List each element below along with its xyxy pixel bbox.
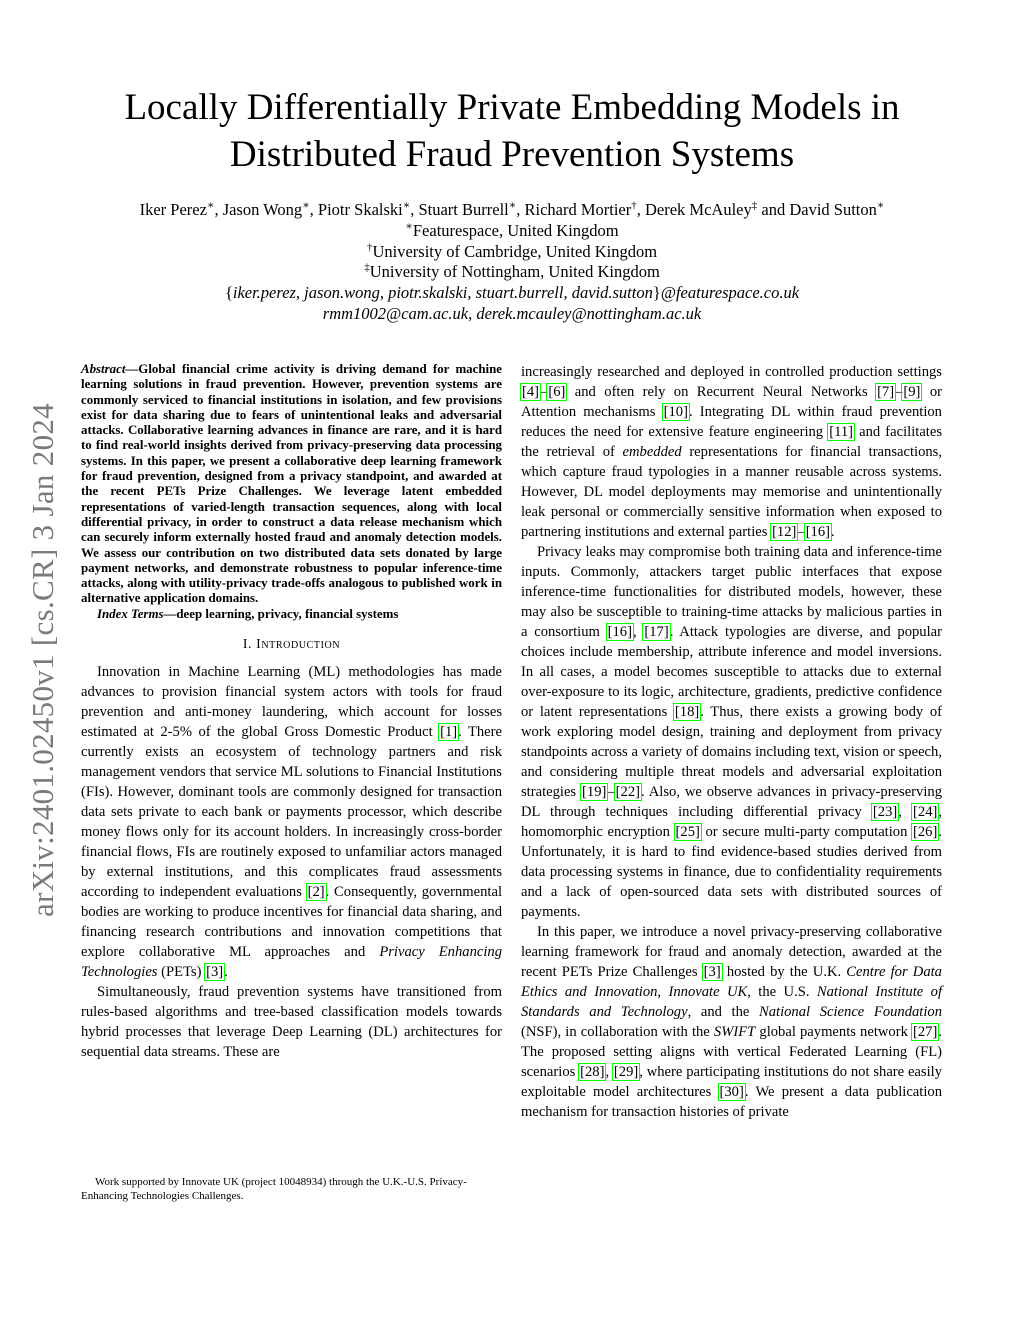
citation-link[interactable]: [6] (548, 384, 566, 400)
citation-link[interactable]: [26] (913, 824, 938, 840)
footnote: Work supported by Innovate UK (project 10048934) through the U.K.-U.S. Privacy-Enhancing Technologies Challenges. (81, 1176, 467, 1202)
citation-link[interactable]: [27] (913, 1024, 938, 1040)
citation-link[interactable]: [16] (805, 524, 831, 540)
author-emails: rmm1002@cam.ac.uk, derek.mcauley@nottingham.ac.uk (322, 303, 702, 323)
citation-link[interactable]: [25] (675, 824, 700, 840)
author-block (60, 200, 964, 325)
intro-paragraph-2: Simultaneously, fraud prevention systems have transitioned from rules-based algorithms and tree-based classification models towards hybrid processes that leverage Deep Learning (DL) architectures for sequential data streams. These are (81, 984, 502, 1061)
intro-paragraph-1: Innovation in Machine Learning (ML) methodologies has made advances to provision financial system actors with tools for fraud prevention and anti-money laundering, which account for losses estimated at 2-5% of the global Gross Domestic Product [1]. There currently exists an ecosystem of technology partners and risk management vendors that service ML solutions to Financial Institutions (FIs). However, dominant tools are commonly designed for transaction data sets private to each bank or payments processor, which describe money flows only for its account holders. In increasingly cross-border financial flows, FIs are routinely exposed to unfamiliar actors managed by external institutions, and this complicates fraud assessments according to independent evaluations [2]. Consequently, governmental bodies are working to produce incentives for financial data sharing, and financing research contributions and innovation competitions that explore collaborative ML approaches and Privacy Enhancing Technologies (PETs) [3]. (81, 664, 502, 981)
affiliation: ∗Featurespace, United Kingdom (405, 220, 619, 240)
author-emails: {iker.perez, jason.wong, piotr.skalski, stuart.burrell, david.sutton}@featurespace.co.uk (224, 283, 800, 303)
section-heading: I. Introduction (242, 636, 341, 652)
citation-link[interactable]: [16] (607, 624, 632, 640)
author-name: Richard Mortier (524, 200, 632, 219)
citation-link[interactable]: [2] (307, 884, 325, 901)
citation-link[interactable]: [1] (440, 724, 458, 741)
author-names: Iker Perez∗, Jason Wong∗, Piotr Skalski∗, Stuart Burrell∗, Richard Mortier†, Derek McAuley‡ and David Sutton∗ (139, 199, 885, 219)
intro-paragraph-4: In this paper, we introduce a novel privacy-preserving collaborative learning framework for fraud and anomaly detection, awarded at the recent PETs Prize Challenges [3] hosted by the U.K. Centre for Data Ethics and Innovation, Innovate UK, the U.S. National Institute of Standards and Technology, and the National Science Foundation (NSF), in collaboration with the SWIFT global payments network [27]. The proposed setting aligns with vertical Federated Learning (FL) scenarios [28], [29], where participating institutions do not share easily exploitable model architectures [30]. We present a data publication mechanism for transaction histories of private (521, 924, 943, 1120)
abstract: Abstract—Global financial crime activity is driving demand for machine learning solutions in fraud prevention. However, prevention systems are commonly serviced to financial institutions in isolation, and few provisions exist for data sharing due to fears of unintentional leaks and adversarial attacks. Collaborative learning advances in finance are rare, and it is hard to find real-world insights derived from privacy-preserving data processing systems. In this paper, we present a collaborative deep learning framework for fraud prevention, designed from a privacy standpoint, and awarded at the recent PETs Prize Challenges. We leverage latent embedded representations of varied-length transaction sequences, along with local differential privacy, in order to construct a data release mechanism which can securely inform externally hosted fraud and anomaly detection models. We assess our contribution on two distributed data sets donated by large payment networks, and demonstrate robustness to popular inference-time attacks, along with utility-privacy trade-offs analogous to published work in alternative application domains. (81, 362, 502, 606)
citation-link[interactable]: [12] (772, 524, 797, 540)
citation-link[interactable]: [23] (872, 804, 898, 820)
author-name: Piotr Skalski (317, 200, 403, 219)
right-column (521, 362, 942, 1122)
title-line-2: Distributed Fraud Prevention Systems (229, 134, 795, 175)
arxiv-stamp (18, 365, 68, 955)
left-column (81, 362, 502, 1062)
author-name: Stuart Burrell (418, 200, 509, 219)
citation-link[interactable]: [28] (580, 1064, 605, 1080)
title-line-1: Locally Differentially Private Embedding Models in (124, 87, 900, 128)
citation-link[interactable]: [29] (613, 1064, 639, 1080)
citation-link[interactable]: [19] (582, 784, 607, 800)
intro-paragraph-3: Privacy leaks may compromise both training data and inference-time inputs. Commonly, attackers target public interfaces that expose inference-time functionalities for distributed models, however, these may also be susceptible to training-time attacks by malicious parties in a consortium [16], [17]. Attack typologies are diverse, and popular choices include membership, attribute inference and model inversions. In all cases, a model becomes susceptible to attacks due to external over-exposure to its logic, architecture, gradients, predictive confidence or latent representations [18]. Thus, there exists a growing body of work exploring model design, training and deployment from privacy standpoints across a variety of domains including text, vision or speech, and considering multiple threat models and adversarial exploitation strategies [19]–[22]. Also, we observe advances in privacy-preserving DL through techniques including differential privacy [23], [24], homomorphic encryption [25] or secure multi-party computation [26]. Unfortunately, it is hard to find evidence-based studies derived from data processing systems in finance, due to confidentiality requirements and a lack of open-sourced data sets with distributed sources of payments. (521, 544, 943, 920)
citation-link[interactable]: [7] (877, 384, 895, 400)
intro-paragraph-2-cont: increasingly researched and deployed in controlled production settings [4]–[6] and often rely on Recurrent Neural Networks [7]–[9] or Attention mechanisms [10]. Integrating DL within fraud prevention reduces the need for extensive feature engineering [11] and facilitates the retrieval of embedded representations for financial transactions, which capture fraud typologies in a manner reusable across systems. However, DL model deployments may memorise and unintentionally leak personal or commercially sensitive information when exposed to partnering institutions and external parties [12]–[16]. (521, 364, 943, 540)
citation-link[interactable]: [9] (903, 384, 921, 400)
citation-link[interactable]: [3] (703, 964, 721, 980)
citation-link[interactable]: [11] (829, 424, 853, 440)
arxiv-id: arXiv:2401.02450v1 [cs.CR] 3 Jan 2024 (25, 403, 60, 917)
affiliation: ‡University of Nottingham, United Kingdom (364, 261, 660, 282)
index-terms: Index Terms—deep learning, privacy, financial systems (97, 606, 399, 621)
citation-link[interactable]: [17] (644, 624, 669, 640)
citation-link[interactable]: [24] (913, 804, 938, 820)
author-name: Derek McAuley (645, 200, 752, 219)
author-name: Jason Wong (222, 200, 303, 219)
citation-link[interactable]: [10] (663, 404, 688, 420)
citation-link[interactable]: [22] (615, 784, 640, 800)
citation-link[interactable]: [3] (206, 964, 224, 981)
citation-link[interactable]: [4] (522, 384, 540, 400)
citation-link[interactable]: [18] (674, 704, 700, 720)
author-name: David Sutton (789, 200, 877, 219)
paper-title (60, 84, 964, 178)
affiliation: †University of Cambridge, United Kingdom (366, 241, 658, 261)
citation-link[interactable]: [30] (719, 1084, 744, 1100)
author-name: Iker Perez (139, 200, 207, 219)
